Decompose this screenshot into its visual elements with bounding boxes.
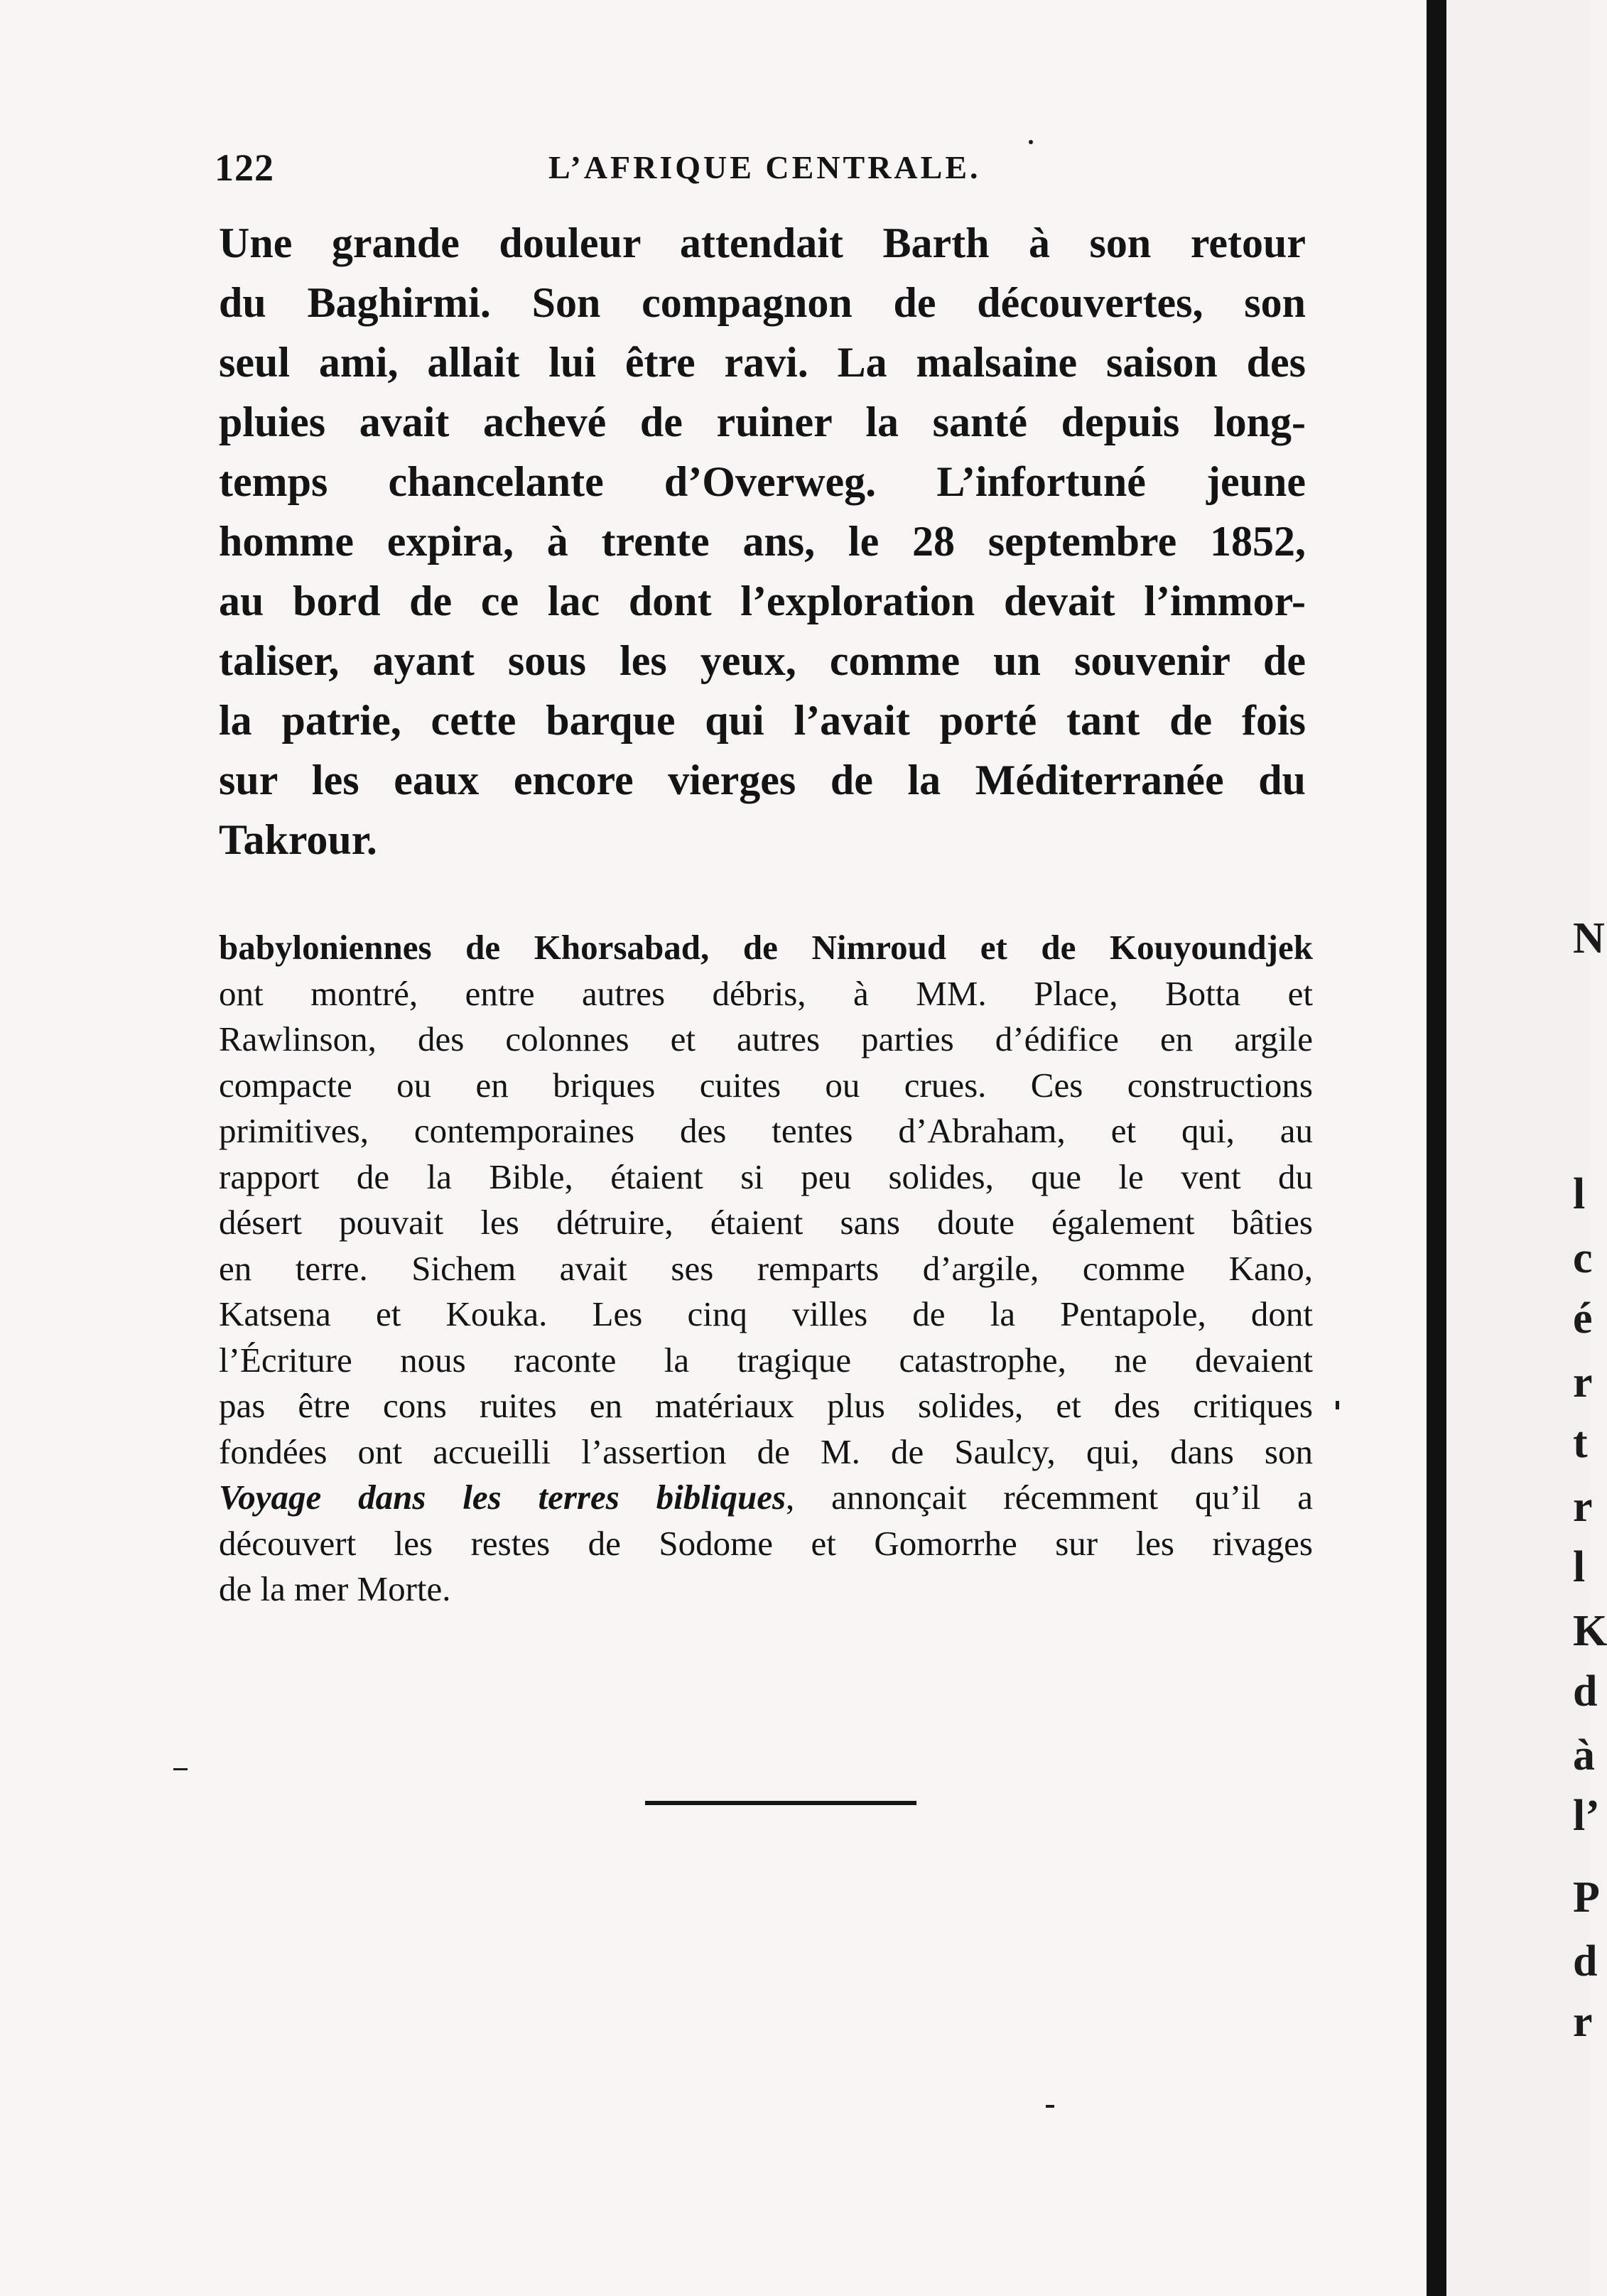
note-line: fondées ont accueilli l’assertion de M. de Saulcy, qui, dans son — [219, 1431, 1313, 1471]
next-page-char: r — [1573, 1998, 1593, 2046]
next-page-char: l’ — [1573, 1792, 1600, 1840]
note-line: en terre. Sichem avait ses remparts d’argile, comme Kano, — [219, 1248, 1313, 1288]
note-line: de la mer Morte. — [219, 1569, 451, 1608]
note-line: Rawlinson, des colonnes et autres parties d’édifice en argile — [219, 1019, 1313, 1058]
next-page-char: r — [1573, 1358, 1593, 1407]
text-line: sur les eaux encore vierges de la Méditerranée du — [219, 757, 1306, 803]
next-page-char: é — [1573, 1294, 1593, 1343]
book-title: Voyage dans les terres bibliques — [219, 1478, 786, 1517]
ink-speck — [173, 1768, 188, 1770]
note-line: babyloniennes de Khorsabad, de Nimroud et de Kouyoundjek — [219, 928, 1313, 967]
next-page-char: l — [1573, 1543, 1586, 1591]
next-page-char: K — [1573, 1607, 1607, 1655]
next-page-char: r — [1573, 1483, 1593, 1531]
book-gutter — [1427, 0, 1446, 2296]
note-line: pas être cons ruites en matériaux plus solides, et des critiques — [219, 1386, 1313, 1425]
next-page-char: N — [1573, 914, 1605, 963]
note-line: Katsena et Kouka. Les cinq villes de la Pentapole, dont — [219, 1294, 1313, 1333]
text-line: pluies avait achevé de ruiner la santé depuis long- — [219, 399, 1306, 445]
running-head: L’AFRIQUE CENTRALE. — [548, 149, 981, 185]
text-line: du Baghirmi. Son compagnon de découvertes, son — [219, 279, 1306, 326]
next-page-char: d — [1573, 1937, 1598, 1986]
page-number: 122 — [215, 146, 274, 189]
next-page-edge — [1446, 0, 1607, 2296]
note-line: primitives, contemporaines des tentes d’Abraham, et qui, au — [219, 1111, 1313, 1150]
text-line: seul ami, allait lui être ravi. La malsaine saison des — [219, 339, 1306, 386]
next-page-char: l — [1573, 1170, 1586, 1218]
ink-speck — [1046, 2105, 1054, 2108]
next-page-char: c — [1573, 1234, 1593, 1282]
note-line: découvert les restes de Sodome et Gomorrhe sur les rivages — [219, 1523, 1313, 1563]
next-page-char: à — [1573, 1731, 1595, 1780]
text-line: au bord de ce lac dont l’exploration devait l’immor- — [219, 578, 1306, 624]
note-line: l’Écriture nous raconte la tragique catastrophe, ne devaient — [219, 1340, 1313, 1380]
section-rule — [645, 1801, 916, 1805]
text-line: Takrour. — [219, 816, 377, 863]
text-line: homme expira, à trente ans, le 28 septembre 1852, — [219, 518, 1306, 565]
footnote-continuation — [219, 925, 1313, 1613]
note-line: ont montré, entre autres débris, à MM. Place, Botta et — [219, 973, 1313, 1013]
note-line: désert pouvait les détruire, étaient sans doute également bâties — [219, 1203, 1313, 1242]
text-line: taliser, ayant sous les yeux, comme un souvenir de — [219, 637, 1306, 684]
note-line: rapport de la Bible, étaient si peu solides, que le vent du — [219, 1157, 1313, 1196]
ink-speck — [1336, 1401, 1339, 1409]
next-page-char: t — [1573, 1419, 1588, 1467]
next-page-char: d — [1573, 1667, 1598, 1716]
text-line: Une grande douleur attendait Barth à son retour — [219, 220, 1306, 266]
note-line: Voyage dans les terres bibliques, annonçait récemment qu’il a — [219, 1478, 1313, 1517]
note-line: compacte ou en briques cuites ou crues. Ces constructions — [219, 1065, 1313, 1105]
page-header — [215, 146, 982, 195]
text-line: la patrie, cette barque qui l’avait porté tant de fois — [219, 697, 1306, 744]
ink-speck — [1029, 140, 1033, 144]
main-paragraph — [219, 213, 1306, 870]
text-line: temps chancelante d’Overweg. L’infortuné jeune — [219, 458, 1306, 505]
next-page-char: P — [1573, 1873, 1600, 1922]
